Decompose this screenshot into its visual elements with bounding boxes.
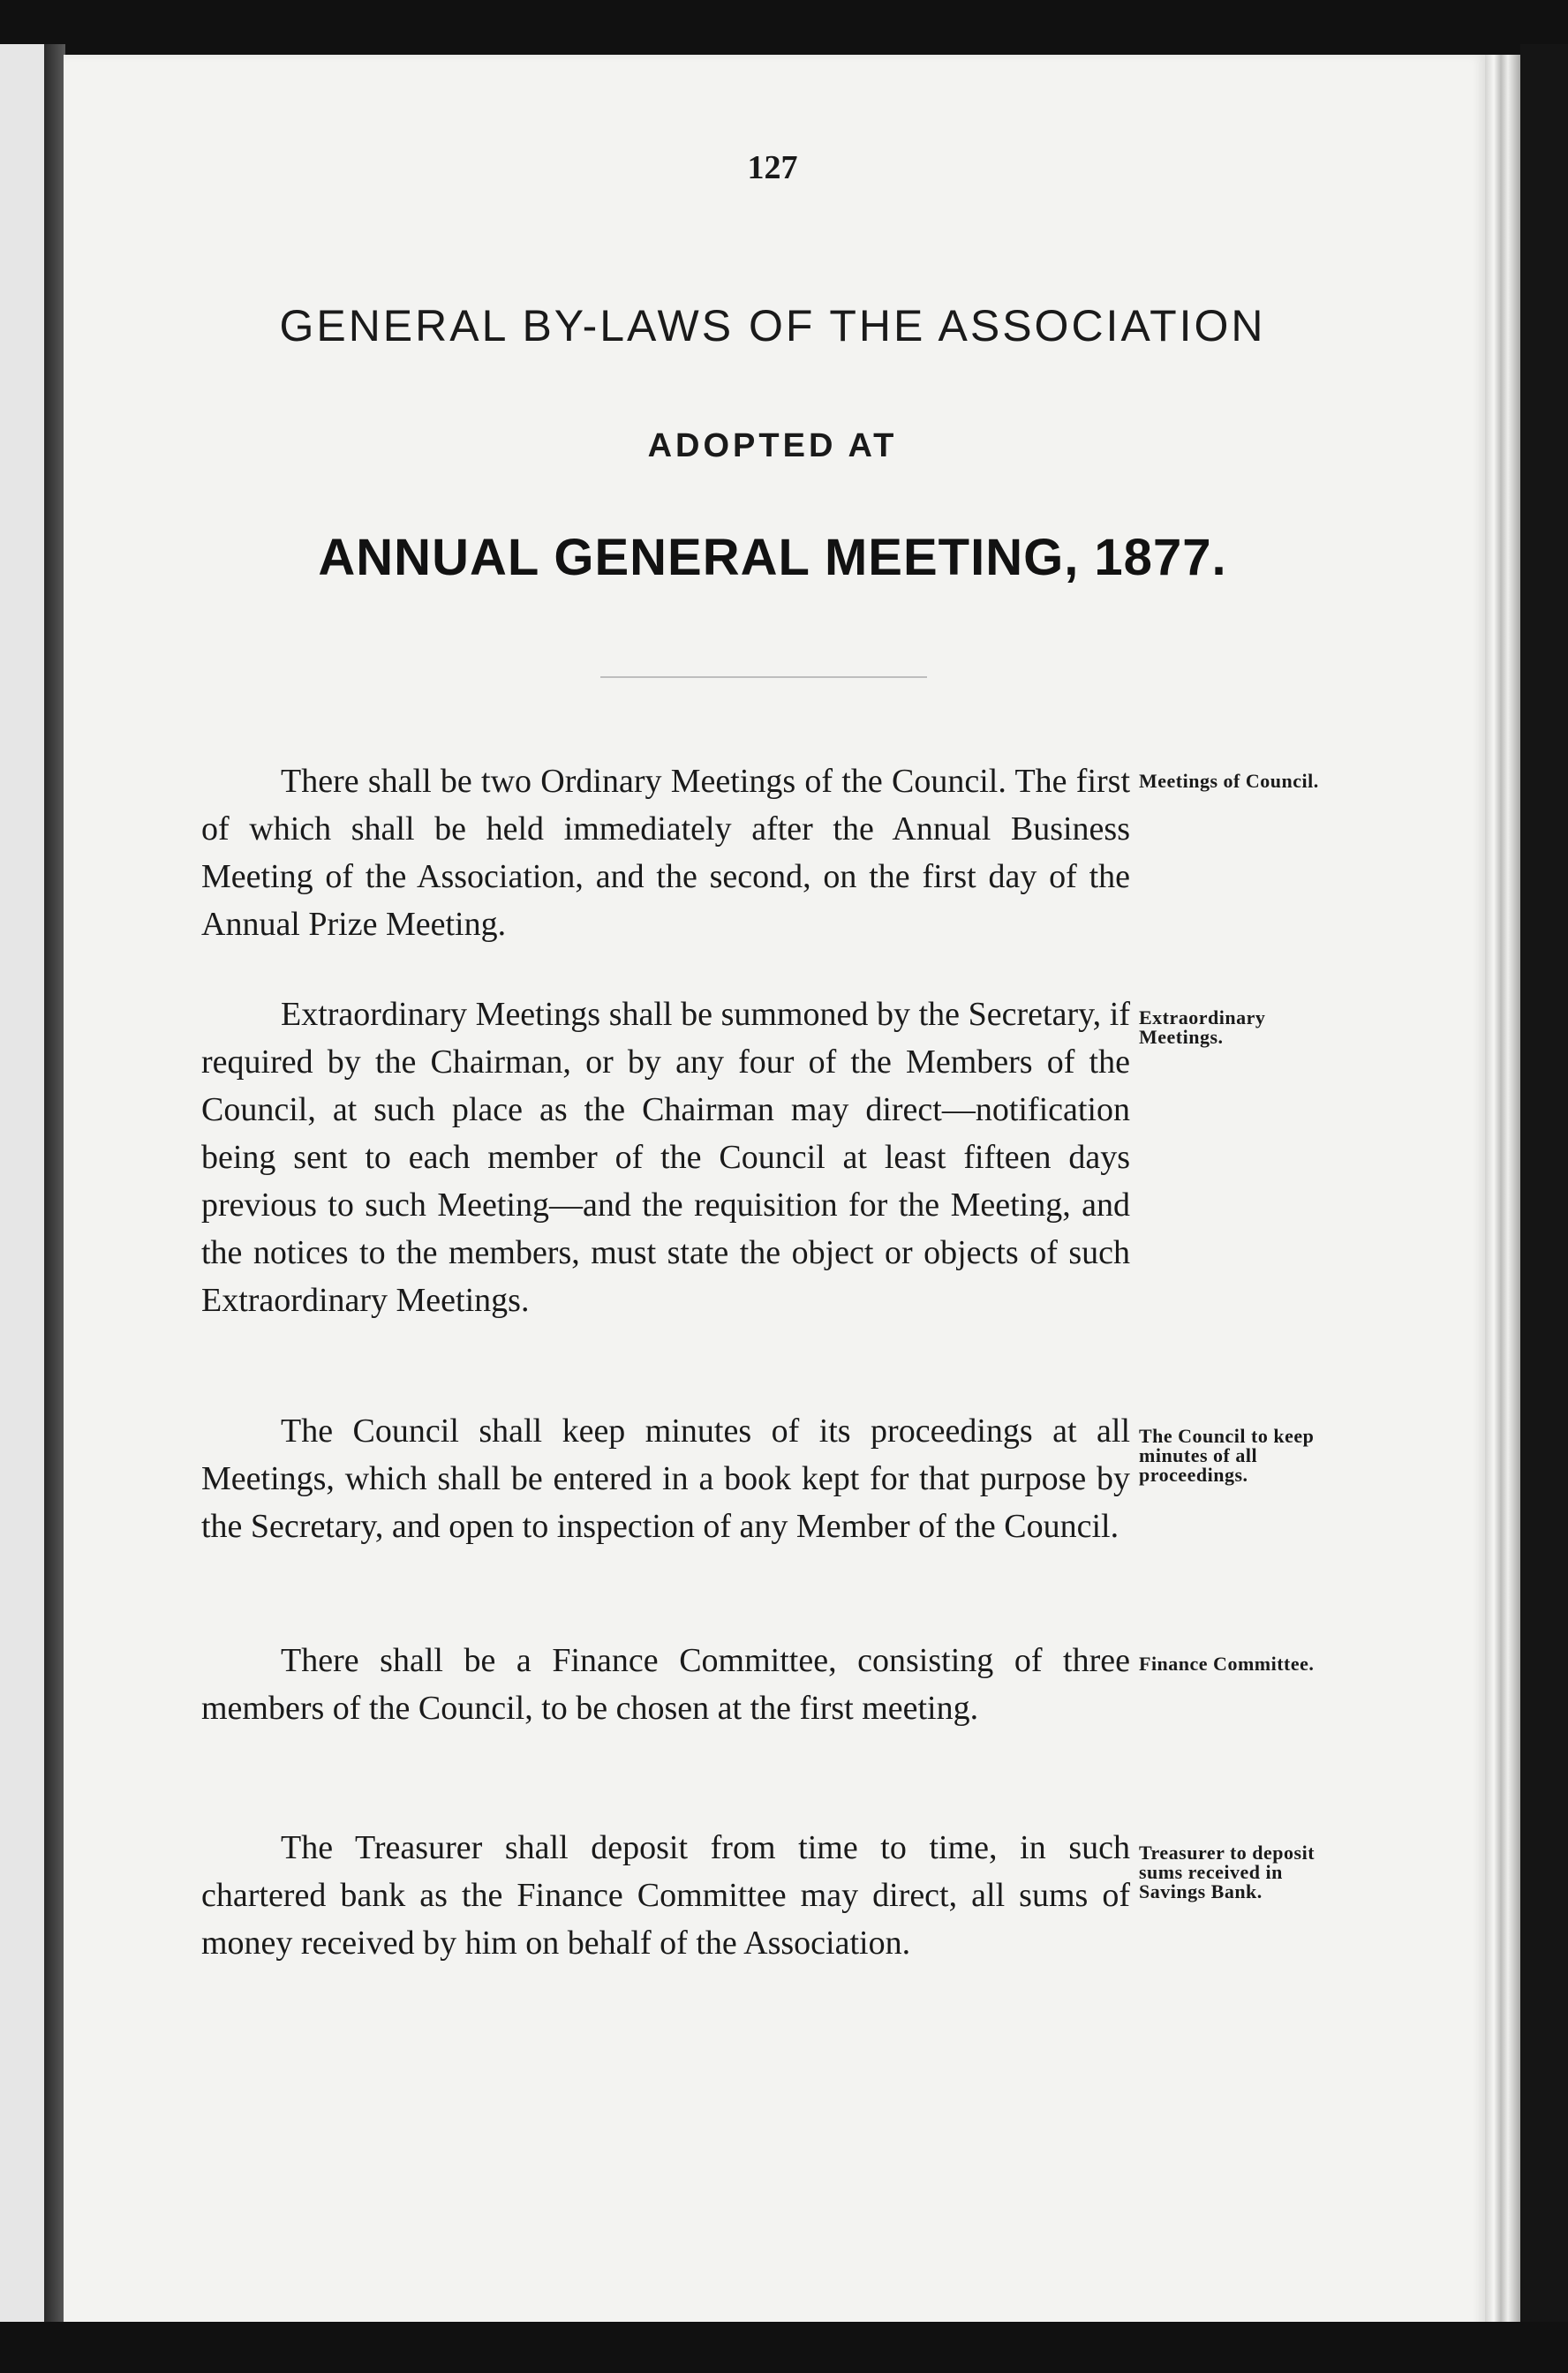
previous-page-edge (0, 44, 44, 2339)
meeting-title: ANNUAL GENERAL MEETING, 1877. (318, 529, 1227, 586)
bylaw-paragraph-ordinary-meetings: There shall be two Ordinary Meetings of the Council. The first of which shall be held immediately after the Annual Business Meeting of the Association, and the second, on the first day of the Annual Prize Meeting. (201, 763, 1130, 943)
margin-note-extraordinary-meetings: Extraordinary Meetings. (1139, 1006, 1266, 1048)
margin-note-council-minutes: The Council to keep minutes of all proceedings. (1139, 1425, 1315, 1486)
binding-shadow (44, 44, 65, 2339)
bylaw-paragraph-extraordinary-meetings: Extraordinary Meetings shall be summoned by the Secretary, if required by the Chairman, or by any four of the Members of the Council, at such place as the Chairman may direct—notification being sent to each member of the Council at least fifteen days previous to such Meeting—and the requisition for the Meeting, and the notices to the members, must state the object or objects of such Extraordinary Meetings. (201, 996, 1130, 1319)
page-subtitle: ADOPTED AT (647, 427, 898, 464)
page-number: 127 (747, 149, 798, 186)
bylaw-paragraph-finance-committee: There shall be a Finance Committee, consisting of three members of the Council, to be chosen at the first meeting. (201, 1642, 1130, 1727)
margin-note-meetings-of-council: Meetings of Council. (1139, 770, 1319, 792)
scan-top-border (0, 0, 1568, 62)
margin-note-finance-committee: Finance Committee. (1139, 1653, 1315, 1675)
margin-note-treasurer-deposit: Treasurer to deposit sums received in Savings Bank. (1139, 1842, 1315, 1902)
scan-right-border (1520, 44, 1568, 2339)
bylaw-paragraph-treasurer-deposit: The Treasurer shall deposit from time to time, in such chartered bank as the Finance Committee may direct, all sums of money received by him on behalf of the Association. (201, 1829, 1130, 1962)
page-title: GENERAL BY-LAWS OF THE ASSOCIATION (279, 301, 1266, 350)
title-divider (600, 676, 927, 678)
bylaw-paragraph-council-minutes: The Council shall keep minutes of its proceedings at all Meetings, which shall be entered in a book kept for that purpose by the Secretary, and open to inspection of any Member of the Council. (201, 1412, 1130, 1545)
page-stack-edge (1485, 55, 1520, 2332)
scan-bottom-border (0, 2322, 1568, 2373)
